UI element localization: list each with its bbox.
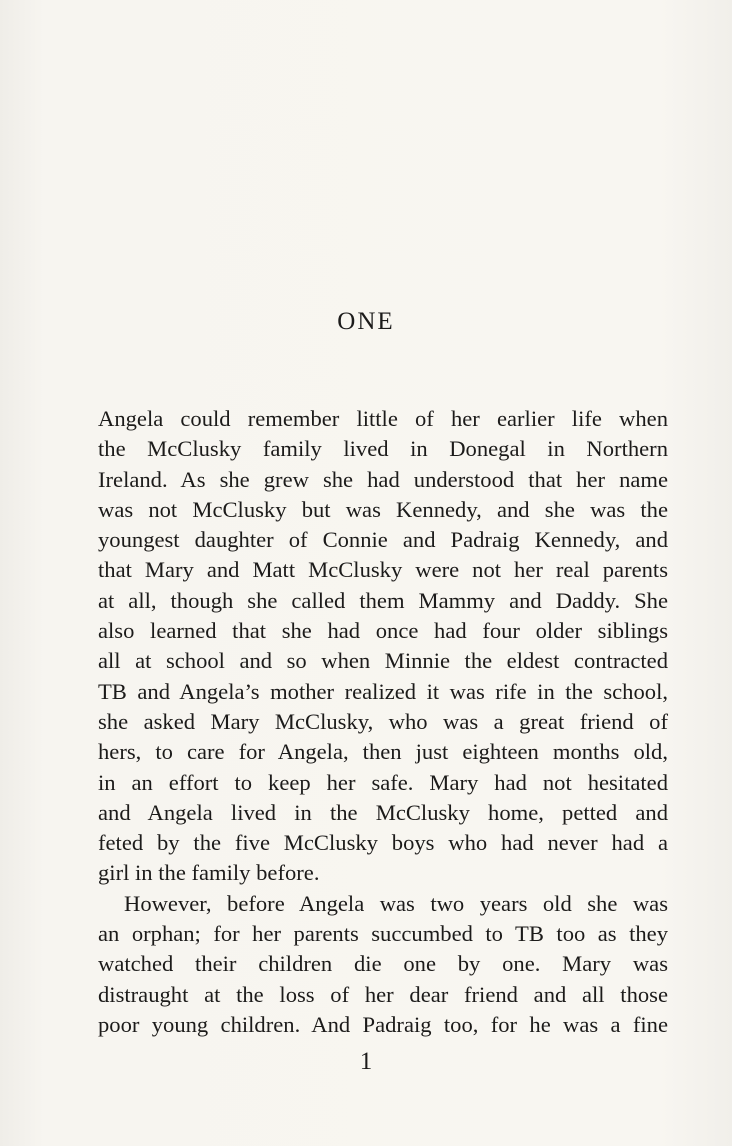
text-line: an orphan; for her parents succumbed to TB too as they [98, 921, 668, 947]
text-line: in an effort to keep her safe. Mary had not hesitated [98, 769, 668, 795]
text-line: poor young children. And Padraig too, for he was a fine [98, 1011, 668, 1037]
text-line: also learned that she had once had four older siblings [98, 618, 668, 644]
text-line: all at school and so when Minnie the eldest contracted [98, 648, 668, 674]
text-line: distraught at the loss of her dear friend and all those [98, 981, 668, 1007]
text-line: girl in the family before. [98, 860, 320, 886]
text-line: Angela could remember little of her earlier life when [98, 406, 668, 431]
text-line: and Angela lived in the McClusky home, petted and [98, 799, 668, 825]
text-line: youngest daughter of Connie and Padraig Kennedy, and [98, 527, 668, 553]
text-line: watched their children die one by one. Mary was [98, 951, 668, 977]
body-text [98, 404, 668, 1040]
text-line: was not McClusky but was Kennedy, and she was the [98, 496, 668, 522]
paragraph-2 [98, 889, 668, 1040]
text-line: However, before Angela was two years old she was [124, 890, 668, 916]
text-line: TB and Angela’s mother realized it was rife in the school, [98, 678, 668, 704]
text-line: Ireland. As she grew she had understood that her name [98, 466, 668, 492]
text-line: feted by the five McClusky boys who had never had a [98, 830, 668, 856]
text-line: at all, though she called them Mammy and Daddy. She [98, 587, 668, 613]
chapter-title: ONE [337, 308, 395, 335]
text-line: the McClusky family lived in Donegal in Northern [98, 436, 668, 462]
text-line: hers, to care for Angela, then just eighteen months old, [98, 739, 668, 765]
text-line: that Mary and Matt McClusky were not her real parents [98, 557, 668, 583]
page-number: 1 [359, 1048, 373, 1075]
text-line: she asked Mary McClusky, who was a great friend of [98, 708, 668, 734]
paragraph-1 [98, 404, 668, 889]
